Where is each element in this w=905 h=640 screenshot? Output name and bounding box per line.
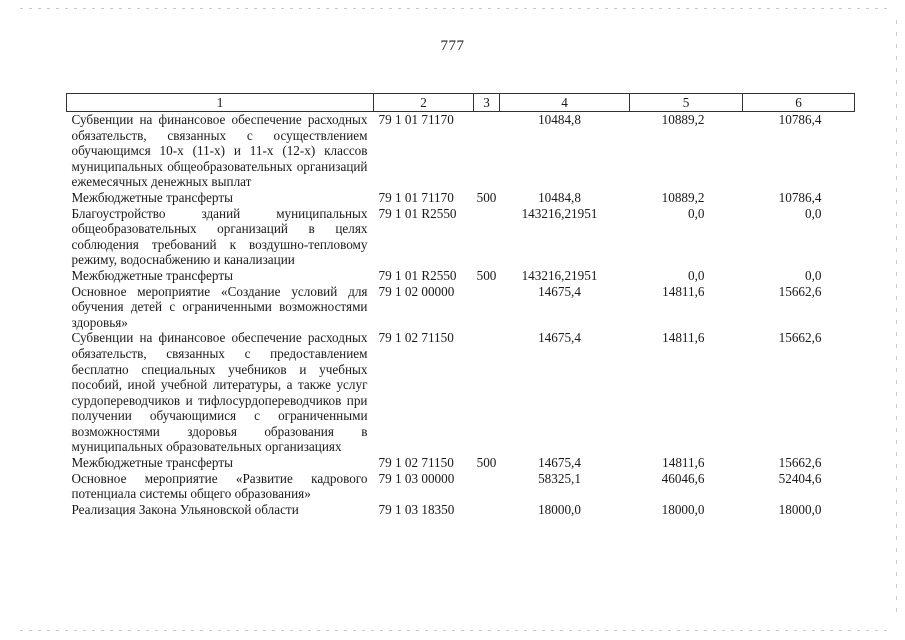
- row-code: 79 1 02 71150: [378, 330, 454, 346]
- row-name: Межбюджетные трансферты: [71, 189, 233, 205]
- row-vr: 500: [476, 267, 497, 283]
- row-value-year1: 14675,4: [538, 283, 581, 299]
- column-header-code: 2: [374, 94, 474, 112]
- row-value-year2: 10889,2: [661, 189, 705, 205]
- row-vr: [474, 112, 500, 190]
- scan-edge-top: [20, 8, 890, 9]
- row-value-year2: 46046,6: [661, 470, 705, 486]
- row-name: Реализация Закона Ульяновской области: [71, 501, 299, 517]
- row-code: 79 1 01 R2550: [378, 267, 457, 283]
- row-value-year1: 10484,8: [538, 112, 581, 127]
- row-name: Межбюджетные трансферты: [71, 267, 233, 283]
- row-vr: 500: [476, 455, 497, 471]
- row-vr: [474, 502, 500, 518]
- row-value-year3: 10786,4: [778, 112, 822, 127]
- row-name: Основное мероприятие «Развитие кадрового потенциала системы общего образования»: [71, 470, 368, 502]
- row-code: 79 1 01 71170: [378, 189, 454, 205]
- page-number: 777: [440, 38, 465, 54]
- table-row: [67, 502, 855, 518]
- table-row: [67, 284, 855, 331]
- row-value-year3: 52404,6: [778, 470, 822, 486]
- row-code: 79 1 03 18350: [378, 501, 455, 517]
- column-header-year2: 5: [630, 94, 743, 112]
- row-value-year2: 10889,2: [661, 112, 705, 127]
- scan-edge-bottom: [20, 630, 890, 631]
- row-name: Благоустройство зданий муниципальных общеобразовательных организаций в целях соблюдения требований к воздушно-тепловому режиму, водоснабжению и канализации: [71, 205, 368, 268]
- row-code: 79 1 01 71170: [378, 112, 454, 127]
- row-value-year2: 18000,0: [661, 501, 705, 517]
- row-value-year3: 15662,6: [778, 330, 822, 346]
- table-row: [67, 206, 855, 268]
- row-value-year2: 14811,6: [662, 330, 705, 346]
- column-header-year1: 4: [500, 94, 630, 112]
- table-row: [67, 190, 855, 206]
- row-value-year1: 18000,0: [538, 501, 581, 517]
- row-value-year3: 0,0: [805, 205, 822, 221]
- row-name: Субвенции на финансовое обеспечение расходных обязательств, связанных с предоставлением бесплатно специальных учебников и учебных пособий, иной учебной литературы, а также услуг сурдопереводчиков и тифлосурдопереводчиков при получении обучающимися с ограниченными возможностями здоровья образования в муниципальных образовательных организациях: [71, 330, 368, 455]
- row-value-year2: 0,0: [688, 205, 705, 221]
- row-vr: [474, 206, 500, 268]
- scan-edge-right: [896, 20, 897, 620]
- row-value-year1: 14675,4: [538, 455, 581, 471]
- row-vr: [474, 330, 500, 455]
- row-value-year2: 0,0: [688, 267, 705, 283]
- row-value-year1: 58325,1: [538, 470, 581, 486]
- row-code: 79 1 02 71150: [378, 455, 454, 471]
- column-header-vr: 3: [474, 94, 500, 112]
- row-code: 79 1 03 00000: [378, 470, 455, 486]
- row-value-year3: 15662,6: [778, 455, 822, 471]
- table-row: [67, 112, 855, 190]
- row-value-year1: 14675,4: [538, 330, 581, 346]
- row-name: Субвенции на финансовое обеспечение расходных обязательств, связанных с осуществлением обучающимся 10-х (11-х) и 11-х (12-х) классов муниципальных общеобразовательных организаций ежемесячных денежных выплат: [71, 112, 368, 190]
- row-value-year1: 143216,21951: [521, 267, 598, 283]
- budget-table: [66, 93, 855, 517]
- table-header-row: [67, 94, 855, 112]
- table-row: [67, 268, 855, 284]
- row-code: 79 1 01 R2550: [378, 205, 457, 221]
- table-row: [67, 471, 855, 502]
- table-row: [67, 455, 855, 471]
- row-value-year1: 143216,21951: [521, 205, 598, 221]
- row-value-year1: 10484,8: [538, 189, 581, 205]
- row-value-year2: 14811,6: [662, 455, 705, 471]
- row-value-year3: 10786,4: [778, 189, 822, 205]
- column-header-name: 1: [67, 94, 374, 112]
- row-value-year2: 14811,6: [662, 283, 705, 299]
- row-vr: [474, 284, 500, 331]
- table-row: [67, 330, 855, 455]
- row-value-year3: 0,0: [805, 267, 822, 283]
- row-vr: [474, 471, 500, 502]
- row-vr: 500: [476, 189, 497, 205]
- row-value-year3: 15662,6: [778, 283, 822, 299]
- row-code: 79 1 02 00000: [378, 283, 455, 299]
- column-header-year3: 6: [743, 94, 855, 112]
- row-value-year3: 18000,0: [778, 501, 822, 517]
- row-name: Основное мероприятие «Создание условий для обучения детей с ограниченными возможностями здоровья»: [71, 283, 368, 330]
- row-name: Межбюджетные трансферты: [71, 455, 233, 471]
